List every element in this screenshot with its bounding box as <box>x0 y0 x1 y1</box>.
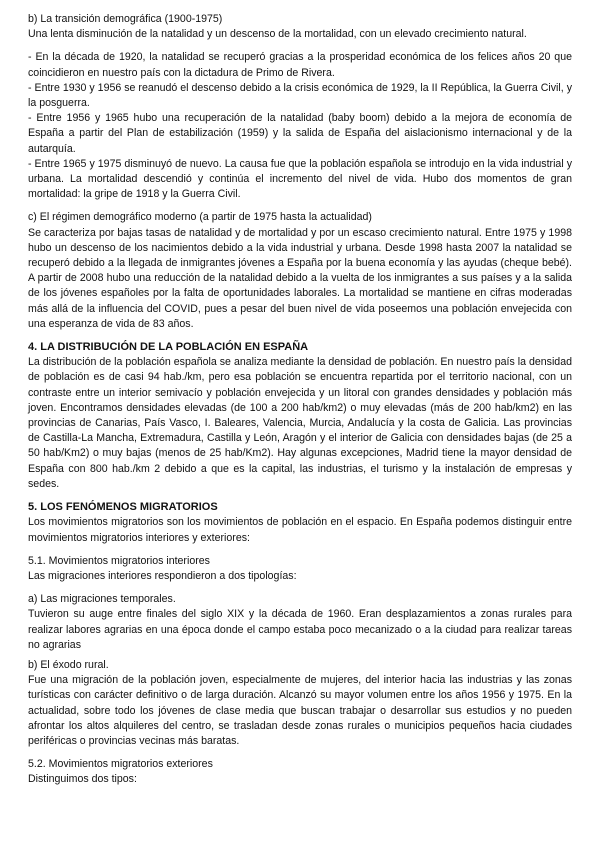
list-item: - En la década de 1920, la natalidad se recuperó gracias a la prosperidad económica de los felices años 20 que coincidieron en nuestro país con la dictadura de Primo de Rivera. <box>28 51 572 79</box>
paragraph-exodo-rural: Fue una migración de la población joven, especialmente de mujeres, del interior hacia las industrias y las zonas turísticas con carácter definitivo o de larga duración. Alcanzó su mayor volumen entre los años 1956 y 1975. En la actualidad, sobre todo los jóvenes de clase media que buscan trabajar o desarrollar sus estudios y no pueden afrontar los altos alquileres del centro, se trasladan desde zonas rurales o municipios pequeños hacia ciudades periféricas o provincias vecinas más baratas. <box>28 674 572 747</box>
section-heading-migratorios: 5. LOS FENÓMENOS MIGRATORIOS <box>28 501 218 514</box>
section-heading-distribucion: 4. LA DISTRIBUCIÓN DE LA POBLACIÓN EN ESPAÑA <box>28 341 309 354</box>
subsection-title-regimen-moderno: c) El régimen demográfico moderno (a partir de 1975 hasta la actualidad) <box>28 211 372 224</box>
paragraph-interiores: Las migraciones interiores respondieron a dos tipologías: <box>28 569 297 582</box>
subsection-title-interiores: 5.1. Movimientos migratorios interiores <box>28 554 210 567</box>
paragraph-exteriores: Distinguimos dos tipos: <box>28 773 137 786</box>
subsection-title-exodo-rural: b) El éxodo rural. <box>28 658 109 671</box>
paragraph-transicion-intro: Una lenta disminución de la natalidad y un descenso de la mortalidad, con un elevado crecimiento natural. <box>28 28 527 41</box>
paragraph-temporales: Tuvieron su auge entre finales del siglo XIX y la década de 1960. Eran desplazamientos a zonas rurales para realizar labores agrarias en una época donde el campo estaba poco mecanizado o a la ciudad para realizar tareas no agrarias <box>28 608 572 651</box>
subsection-title-exteriores: 5.2. Movimientos migratorios exteriores <box>28 758 213 771</box>
list-item: - Entre 1956 y 1965 hubo una recuperación de la natalidad (baby boom) debido a la mejora de economía de España a partir del Plan de estabilización (1959) y la salida de España del aislacionismo internacional y de la autarquía. <box>28 112 572 155</box>
paragraph-distribucion: La distribución de la población española se analiza mediante la densidad de población. En nuestro país la densidad de población es de casi 94 hab./km, pero esa población se encuentra repartida por el territorio nacional, con un contraste entre un interior semivacío y población envejecida y un litoral con grandes densidades y población más joven. Encontramos densidades elevadas (de 100 a 200 hab/km2) o muy elevadas (más de 200 hab/km2) en las provincias de Canarias, País Vasco, I. Baleares, Valencia, Murcia, Andalucía y la costa de Galicia. Las provincias de Castilla-La Mancha, Extremadura, Castilla y León, Aragón y el interior de Galicia con densidades bajas (de 25 a 50 hab/Km2) o muy bajas (menos de 25 hab/Km2). Hay algunas excepciones, Madrid tiene la mayor densidad de España con 800 hab./km 2 debido a que es la capital, las industrias, el turismo y la instalación de empresas y sedes. <box>28 356 572 490</box>
list-item: - Entre 1930 y 1956 se reanudó el descenso debido a la crisis económica de 1929, la II República, la Guerra Civil, y la posguerra. <box>28 81 572 110</box>
subsection-title-temporales: a) Las migraciones temporales. <box>28 593 176 606</box>
list-item: - Entre 1965 y 1975 disminuyó de nuevo. La causa fue que la población española se introdujo en la vida industrial y urbana. La mortalidad descendió y continúa el incremento del nivel de vida. Hubo dos momentos de gran mortalidad: la gripe de 1918 y la Guerra Civil. <box>28 157 572 201</box>
paragraph-regimen-moderno: Se caracteriza por bajas tasas de natalidad y de mortalidad y por un escaso crecimiento natural. Entre 1975 y 1998 hubo un descenso de los nacimientos debido a la vida industrial y urbana. Desde 1998 hasta 2007 la natalidad se recuperó debido a la llegada de inmigrantes jóvenes a España por la buena economía y las ayudas (cheque bebé). A partir de 2008 hubo una reducción de la natalidad debido a la vuelta de los inmigrantes a sus países y a la salida de los jóvenes españoles por la falta de oportunidades laborales. La mortalidad se mantiene en cifras moderadas más allá de la influencia del COVID, pues a pesar del buen nivel de vida poseemos una población envejecida con una esperanza de vida de 83 años. <box>28 226 572 330</box>
paragraph-migratorios: Los movimientos migratorios son los movimientos de población en el espacio. En España podemos distinguir entre movimientos migratorios interiores y exteriores: <box>28 516 572 544</box>
subsection-title-transicion: b) La transición demográfica (1900-1975) <box>28 13 223 25</box>
